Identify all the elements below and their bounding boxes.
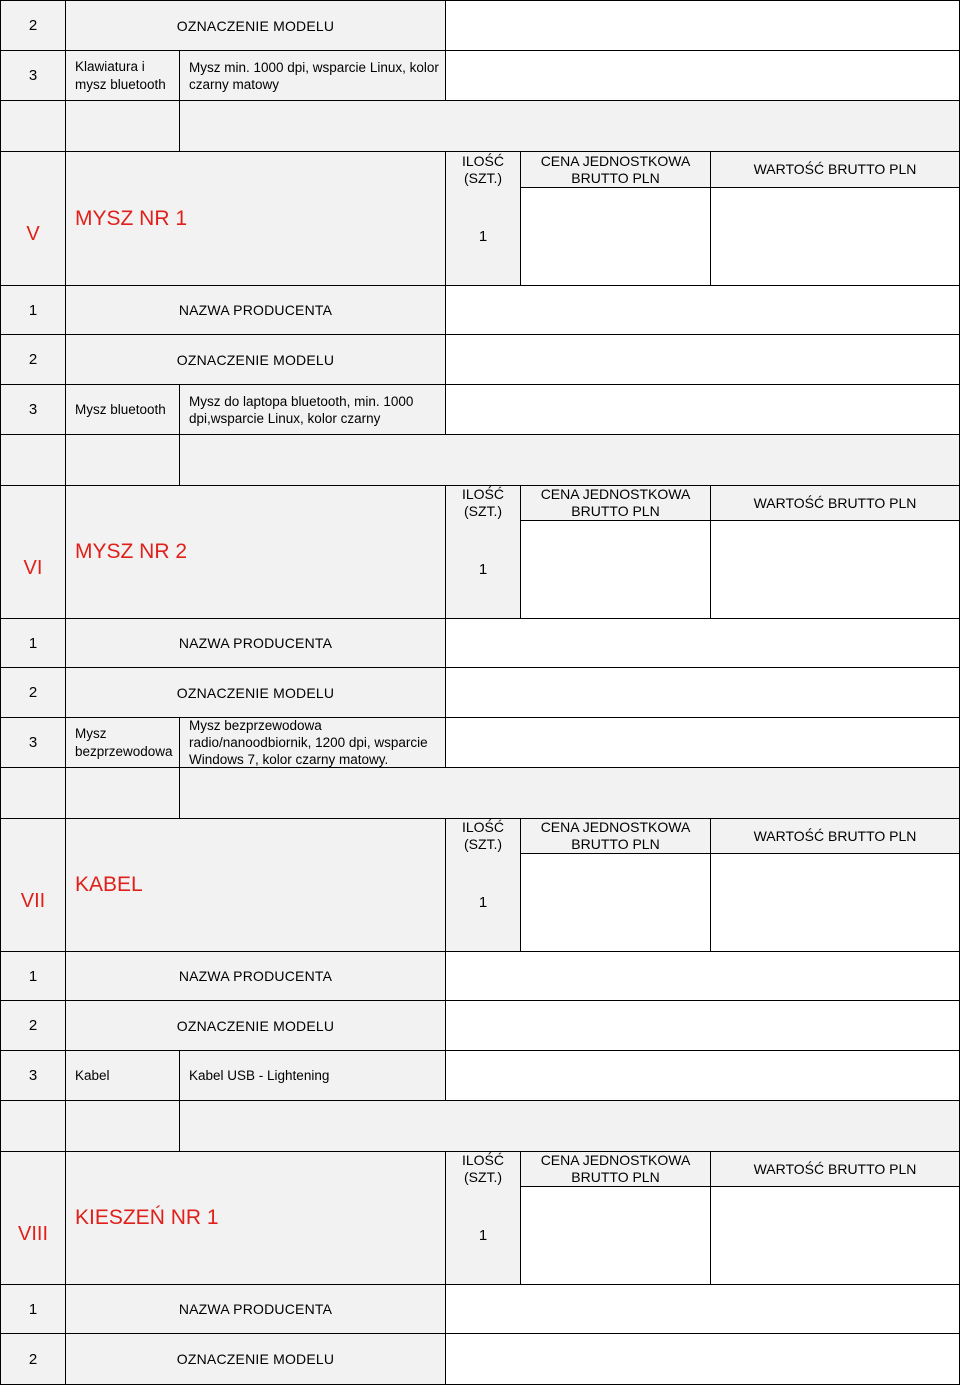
row-label: OZNACZENIE MODELU xyxy=(65,334,446,385)
blank-row xyxy=(0,100,960,152)
section-header-row xyxy=(0,151,960,286)
qty-value: 1 xyxy=(478,227,488,245)
unit-price-input[interactable] xyxy=(521,854,710,951)
spec-description: Mysz min. 1000 dpi, wsparcie Linux, kolor czarny matowy xyxy=(179,50,446,101)
section-header-row xyxy=(0,1151,960,1285)
row-number: 2 xyxy=(0,667,66,718)
section-title-cell xyxy=(65,485,446,619)
model-value-input[interactable] xyxy=(445,0,960,51)
row-number: 3 xyxy=(0,50,66,101)
model-input[interactable] xyxy=(445,1333,960,1385)
qty-cell xyxy=(445,818,521,952)
total-header: WARTOŚĆ BRUTTO PLN xyxy=(711,1152,959,1187)
unit-price-header: CENA JEDNOSTKOWA BRUTTO PLN xyxy=(521,819,710,854)
total-input[interactable] xyxy=(711,188,959,285)
spec-input[interactable] xyxy=(445,1050,960,1101)
model-input[interactable] xyxy=(445,667,960,718)
model-input[interactable] xyxy=(445,1000,960,1051)
total-input[interactable] xyxy=(711,521,959,618)
producer-input[interactable] xyxy=(445,1284,960,1334)
spec-row xyxy=(0,1050,960,1101)
unit-price-cell xyxy=(520,485,711,619)
row-number: 1 xyxy=(0,285,66,335)
section-header-row xyxy=(0,818,960,952)
row-number: 2 xyxy=(0,1000,66,1051)
model-input[interactable] xyxy=(445,334,960,385)
section-number: VIII xyxy=(0,1151,66,1285)
total-cell xyxy=(710,485,960,619)
spec-name: Mysz bluetooth xyxy=(65,384,180,435)
producer-row xyxy=(0,285,960,335)
section-title: KABEL xyxy=(75,873,143,896)
unit-price-input[interactable] xyxy=(521,521,710,618)
spec-input[interactable] xyxy=(445,384,960,435)
row-number: 2 xyxy=(0,1333,66,1385)
blank-cell xyxy=(179,1100,960,1152)
section-title: MYSZ NR 1 xyxy=(75,207,188,230)
total-header: WARTOŚĆ BRUTTO PLN xyxy=(711,152,959,188)
qty-value: 1 xyxy=(478,1226,488,1244)
blank-cell xyxy=(0,767,66,819)
qty-cell xyxy=(445,151,521,286)
producer-input[interactable] xyxy=(445,285,960,335)
total-input[interactable] xyxy=(711,854,959,951)
spec-description: Mysz bezprzewodowa radio/nanoodbiornik, 1200 dpi, wsparcie Windows 7, kolor czarny matowy. xyxy=(179,717,446,768)
section-title: MYSZ NR 2 xyxy=(75,540,188,563)
spec-row-top xyxy=(0,50,960,101)
total-cell xyxy=(710,1151,960,1285)
blank-cell xyxy=(0,434,66,486)
spec-input[interactable] xyxy=(445,717,960,768)
blank-row xyxy=(0,767,960,819)
unit-price-input[interactable] xyxy=(521,1187,710,1284)
spec-name: Mysz bezprzewodowa xyxy=(65,717,180,768)
blank-cell xyxy=(65,100,180,152)
section-title-cell xyxy=(65,1151,446,1285)
model-row xyxy=(0,667,960,718)
row-number: 2 xyxy=(0,0,66,51)
blank-cell xyxy=(179,434,960,486)
qty-header: ILOŚĆ (SZT.) xyxy=(461,486,504,519)
spec-name: Kabel xyxy=(65,1050,180,1101)
row-number: 3 xyxy=(0,384,66,435)
spec-description: Mysz do laptopa bluetooth, min. 1000 dpi,wsparcie Linux, kolor czarny xyxy=(179,384,446,435)
qty-cell xyxy=(445,485,521,619)
total-input[interactable] xyxy=(711,1187,959,1284)
qty-header: ILOŚĆ (SZT.) xyxy=(461,1152,504,1185)
blank-cell xyxy=(179,767,960,819)
blank-cell xyxy=(0,100,66,152)
producer-input[interactable] xyxy=(445,951,960,1001)
blank-row xyxy=(0,1100,960,1152)
row-label: OZNACZENIE MODELU xyxy=(65,1333,446,1385)
total-cell xyxy=(710,151,960,286)
unit-price-header: CENA JEDNOSTKOWA BRUTTO PLN xyxy=(521,1152,710,1187)
spec-value-input[interactable] xyxy=(445,50,960,101)
section-title-cell xyxy=(65,818,446,952)
section-title: KIESZEŃ NR 1 xyxy=(75,1206,219,1229)
row-number: 2 xyxy=(0,334,66,385)
model-row xyxy=(0,1000,960,1051)
blank-cell xyxy=(65,767,180,819)
blank-cell xyxy=(65,1100,180,1152)
section-number: VII xyxy=(0,818,66,952)
section-number: V xyxy=(0,151,66,286)
row-label: NAZWA PRODUCENTA xyxy=(65,951,446,1001)
unit-price-cell xyxy=(520,151,711,286)
section-header-row xyxy=(0,485,960,619)
spec-description: Kabel USB - Lightening xyxy=(179,1050,446,1101)
total-header: WARTOŚĆ BRUTTO PLN xyxy=(711,486,959,521)
row-number: 3 xyxy=(0,717,66,768)
unit-price-header: CENA JEDNOSTKOWA BRUTTO PLN xyxy=(521,486,710,521)
blank-row xyxy=(0,434,960,486)
qty-header: ILOŚĆ (SZT.) xyxy=(461,152,504,186)
model-row xyxy=(0,334,960,385)
unit-price-header: CENA JEDNOSTKOWA BRUTTO PLN xyxy=(521,152,710,188)
unit-price-cell xyxy=(520,1151,711,1285)
model-row xyxy=(0,1333,960,1385)
producer-row xyxy=(0,618,960,668)
producer-input[interactable] xyxy=(445,618,960,668)
row-label: NAZWA PRODUCENTA xyxy=(65,618,446,668)
spec-row xyxy=(0,384,960,435)
row-label: NAZWA PRODUCENTA xyxy=(65,1284,446,1334)
row-label: OZNACZENIE MODELU xyxy=(65,0,446,51)
blank-cell xyxy=(179,100,960,152)
unit-price-input[interactable] xyxy=(521,188,710,285)
row-number: 3 xyxy=(0,1050,66,1101)
qty-value: 1 xyxy=(478,560,488,578)
row-label: OZNACZENIE MODELU xyxy=(65,1000,446,1051)
qty-cell xyxy=(445,1151,521,1285)
row-number: 1 xyxy=(0,1284,66,1334)
section-title-cell xyxy=(65,151,446,286)
unit-price-cell xyxy=(520,818,711,952)
row-number: 1 xyxy=(0,618,66,668)
total-header: WARTOŚĆ BRUTTO PLN xyxy=(711,819,959,854)
blank-cell xyxy=(0,1100,66,1152)
row-number: 1 xyxy=(0,951,66,1001)
qty-value: 1 xyxy=(478,893,488,911)
producer-row xyxy=(0,1284,960,1334)
producer-row xyxy=(0,951,960,1001)
blank-cell xyxy=(65,434,180,486)
spec-row xyxy=(0,717,960,768)
spec-name: Klawiatura i mysz bluetooth xyxy=(65,50,180,101)
row-label: NAZWA PRODUCENTA xyxy=(65,285,446,335)
qty-header: ILOŚĆ (SZT.) xyxy=(461,819,504,852)
model-row-top xyxy=(0,0,960,51)
section-number: VI xyxy=(0,485,66,619)
total-cell xyxy=(710,818,960,952)
row-label: OZNACZENIE MODELU xyxy=(65,667,446,718)
